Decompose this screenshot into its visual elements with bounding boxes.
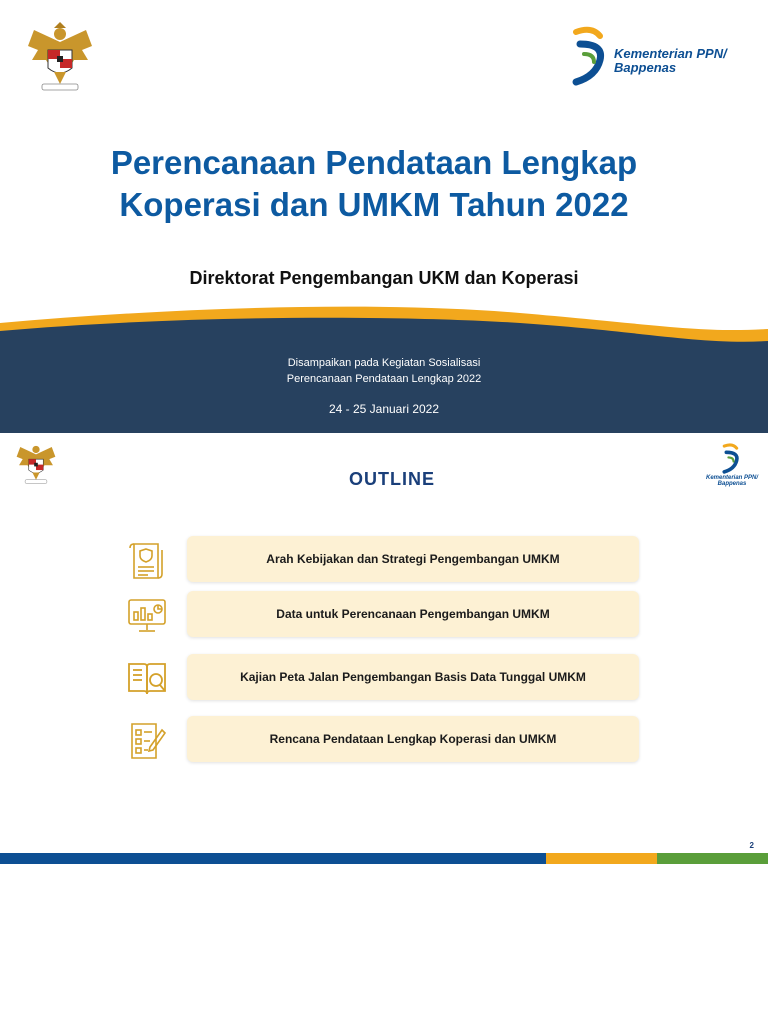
event-date: 24 - 25 Januari 2022 <box>328 402 440 416</box>
page-title <box>0 142 748 226</box>
outline-item-label: Rencana Pendataan Lengkap Koperasi dan UMKM <box>187 716 639 762</box>
outline-slide <box>0 433 768 865</box>
outline-item <box>124 536 644 584</box>
monitor-chart-icon <box>126 595 168 637</box>
outline-item <box>124 716 644 764</box>
book-search-icon <box>126 658 168 700</box>
navy-band <box>0 305 768 433</box>
page-number: 2 <box>749 841 754 850</box>
outline-item-label: Data untuk Perencanaan Pengembangan UMKM <box>187 591 639 637</box>
title-slide <box>0 0 768 433</box>
title-line-1: Perencanaan Pendataan Lengkap <box>110 144 638 181</box>
outline-title: OUTLINE <box>349 469 435 489</box>
bappenas-mark-icon <box>570 26 612 88</box>
outline-item-label: Arah Kebijakan dan Strategi Pengembangan UMKM <box>187 536 639 582</box>
logo-text-line1: Kementerian PPN/ <box>614 46 727 62</box>
policy-document-icon <box>126 540 168 582</box>
outline-item <box>124 654 644 702</box>
outline-item-label: Kajian Peta Jalan Pengembangan Basis Data Tunggal UMKM <box>187 654 639 700</box>
logo-text-line2: Bappenas <box>717 481 747 488</box>
footer-bar-blue <box>0 853 546 864</box>
band-text-line1: Disampaikan pada Kegiatan Sosialisasi <box>287 357 481 369</box>
garuda-pancasila-emblem <box>24 20 96 96</box>
logo-text-line1: Kementerian PPN/ <box>706 475 759 481</box>
footer-bar-green <box>657 853 768 864</box>
outline-item <box>124 591 644 639</box>
band-text-line2: Perencanaan Pendataan Lengkap 2022 <box>286 373 482 385</box>
logo-text-line2: Bappenas <box>614 60 677 75</box>
checklist-icon <box>126 720 168 762</box>
bappenas-logo <box>570 26 727 88</box>
footer-color-bar <box>0 853 768 864</box>
subtitle: Direktorat Pengembangan UKM dan Koperasi <box>189 268 579 288</box>
title-line-2: Koperasi dan UMKM Tahun 2022 <box>119 186 629 223</box>
footer-bar-orange <box>546 853 657 864</box>
